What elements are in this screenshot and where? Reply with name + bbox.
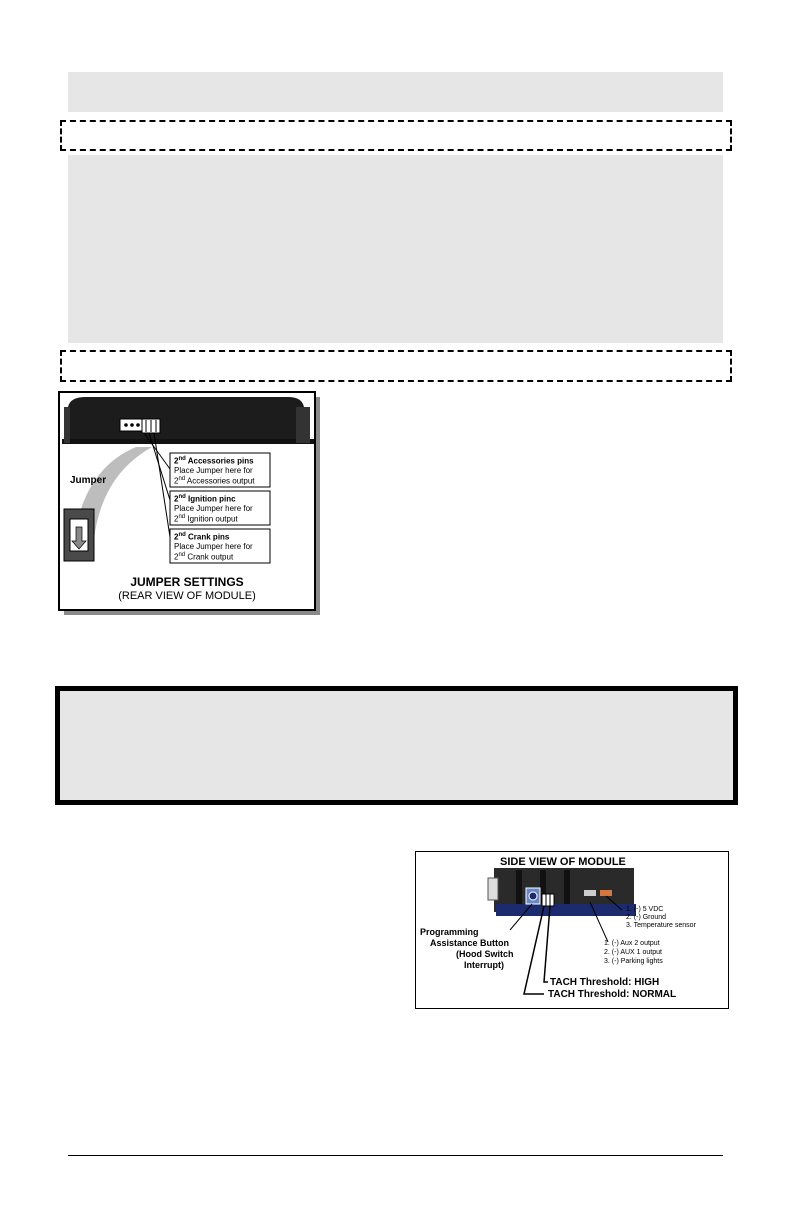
jumper-box-crank-line2: 2nd Crank output — [174, 551, 234, 562]
button-label-line1: Programming — [420, 927, 479, 937]
side-view-figure — [415, 851, 729, 1009]
jumper-box-ignition — [174, 493, 270, 523]
button-label-line4: Interrupt) — [464, 960, 504, 970]
jumper-caption-title: JUMPER SETTINGS — [130, 575, 244, 589]
dashed-heading-box-1 — [60, 120, 732, 151]
dashed-heading-box-2 — [60, 350, 732, 382]
jumper-settings-figure — [56, 389, 322, 617]
jumper-caption-sub: (REAR VIEW OF MODULE) — [118, 590, 256, 602]
jumper-box-ignition-line2: 2nd Ignition output — [174, 513, 238, 524]
tach-high-label: TACH Threshold: HIGH — [550, 977, 660, 988]
jumper-box-crank — [174, 531, 270, 561]
jumper-box-accessories-line2: 2nd Accessories output — [174, 475, 255, 486]
header-shaded-block — [68, 72, 723, 112]
aux-pin-2: 2. (-) AUX 1 output — [604, 949, 662, 956]
temp-pin-1: 1. (-) 5 VDC — [626, 906, 664, 913]
tach-normal-label: TACH Threshold: NORMAL — [548, 989, 677, 1000]
side-view-title: SIDE VIEW OF MODULE — [500, 856, 626, 868]
footer-rule — [68, 1155, 723, 1156]
jumper-box-crank-line1: Place Jumper here for — [174, 541, 253, 551]
button-label-line3: (Hood Switch — [456, 949, 514, 959]
jumper-box-ignition-title: 2nd Ignition pinc — [174, 494, 236, 504]
jumper-label: Jumper — [70, 475, 107, 486]
temp-pin-2: 2. (-) Ground — [626, 914, 667, 921]
jumper-box-ignition-line1: Place Jumper here for — [174, 503, 253, 513]
aux-pin-3: 3. (-) Parking lights — [604, 958, 663, 965]
temp-pin-3: 3. Temperature sensor — [626, 922, 696, 929]
aux-pin-1: 1. (-) Aux 2 output — [604, 940, 660, 947]
jumper-box-accessories — [174, 455, 270, 485]
jumper-box-crank-title: 2nd Crank pins — [174, 532, 230, 542]
notice-box — [55, 686, 738, 805]
jumper-box-accessories-title: 2nd Accessories pins — [174, 456, 254, 466]
button-label-line2: Assistance Button — [430, 938, 510, 948]
content-shaded-block — [68, 155, 723, 343]
jumper-box-accessories-line1: Place Jumper here for — [174, 465, 253, 475]
